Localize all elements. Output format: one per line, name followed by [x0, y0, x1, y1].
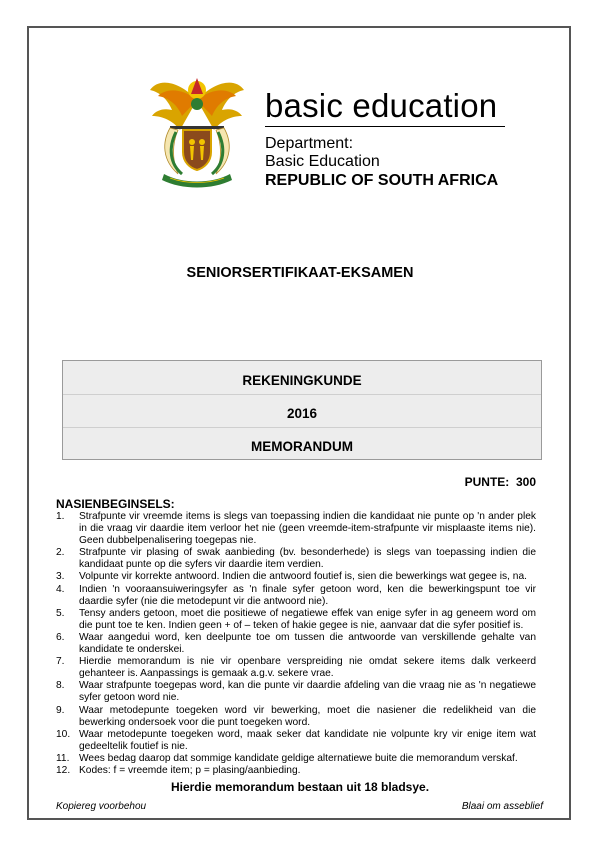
department-name: Basic Education	[265, 153, 380, 170]
list-item-number: 12.	[56, 764, 71, 776]
document-type: MEMORANDUM	[251, 439, 353, 454]
list-item-text: Wees bedag daarop dat sommige kandidate geldige alternatiewe buite die memorandum verskaf.	[79, 752, 518, 764]
turn-over-note: Blaai om asseblief	[461, 801, 543, 812]
subject-name: REKENINGKUNDE	[242, 373, 362, 388]
exam-year: 2016	[286, 406, 318, 421]
list-item	[56, 753, 536, 765]
list-item	[56, 729, 536, 753]
coat-of-arms-icon	[148, 70, 246, 188]
list-item	[56, 547, 536, 571]
list-item-number: 3.	[56, 571, 65, 583]
list-item-text: Waar strafpunte toegepas word, kan die punte vir daardie afdeling van die vraag nie as 'n negatiewe syfer getoon word nie.	[79, 680, 536, 704]
list-item-text: Waar metodepunte toegeken word, maak seker dat kandidate nie volpunte kry vir enige item wat gedeeltelik foutief is nie.	[79, 728, 536, 752]
list-item-number: 8.	[56, 680, 65, 692]
list-item-text: Strafpunte vir plasing of swak aanbieding (bv. besonderhede) is slegs van toepassing indien die kandidaat punte op die syfers vir daardie item verdien.	[79, 547, 536, 571]
list-item-number: 1.	[56, 511, 65, 522]
marks-label: PUNTE:	[464, 475, 510, 489]
list-item-number: 6.	[56, 631, 65, 643]
list-item-text: Kodes: f = vreemde item; p = plasing/aanbieding.	[79, 764, 301, 776]
list-item	[56, 571, 536, 583]
list-item-number: 10.	[56, 728, 71, 740]
country-name: REPUBLIC OF SOUTH AFRICA	[265, 172, 499, 189]
copyright-notice: Kopiereg voorbehou	[56, 801, 147, 812]
list-item-text: Volpunte vir korrekte antwoord. Indien die antwoord foutief is, sien die bewerkings wat gegee is, na.	[79, 571, 527, 583]
principles-title: NASIENBEGINSELS:	[56, 497, 175, 511]
list-item-number: 11.	[56, 752, 70, 764]
list-item-text: Hierdie memorandum is nie vir openbare verspreiding nie omdat sekere items dalk verkeerd gehanteer is. Aanpassings is gemaak a.g.v. sekere vrae.	[79, 656, 536, 680]
brand-name: basic education	[265, 87, 498, 124]
brand-divider	[265, 126, 505, 127]
brand-block	[265, 88, 515, 191]
principles-list	[56, 511, 536, 777]
list-item	[56, 632, 536, 656]
list-item-text: Waar aangedui word, ken deelpunte toe om tussen die antwoorde van verskillende gehalte van kandidate te onderskei.	[79, 631, 536, 656]
marks-value: 300	[515, 475, 536, 489]
subject-box	[62, 360, 542, 460]
list-item-number: 9.	[56, 704, 65, 716]
list-item	[56, 705, 536, 729]
list-item	[56, 608, 536, 632]
department-label: Department:	[265, 135, 354, 152]
subject-box-divider	[63, 427, 541, 428]
list-item	[56, 656, 536, 680]
list-item-text: Strafpunte vir vreemde items is slegs van toepassing indien die kandidaat nie punte op 'n ander plek in die vraag vir daardie item verloor het nie (geen vreemde-item-strafpunte vir misplaaste items nie). Geen dubbelpenalisering toegepas nie.	[79, 511, 536, 547]
list-item-text: Waar metodepunte toegeken word vir bewerking, moet die nasiener die redelikheid van die bewerking ondersoek voor die punt toegeken word.	[79, 704, 536, 728]
list-item-text: Indien 'n vooraansuiweringsyfer as 'n finale syfer getoon word, ken die bewerkingspunt toe vir daardie syfer (nie die metodepunt vir die antwoord nie).	[79, 583, 536, 607]
list-item-number: 4.	[56, 583, 65, 595]
list-item-text: Tensy anders getoon, moet die positiewe of negatiewe effek van enige syfer in ag geneem word om die punt toe te ken. Indien geen + of – teken of hakie gegee is nie, aanvaar dat die syfer positief is.	[79, 607, 536, 631]
list-item	[56, 680, 536, 704]
page-count-note: Hierdie memorandum bestaan uit 18 bladsye.	[170, 780, 430, 794]
list-item	[56, 765, 536, 777]
subject-box-divider	[63, 394, 541, 395]
list-item	[56, 511, 536, 547]
list-item-number: 5.	[56, 607, 65, 619]
list-item	[56, 584, 536, 608]
total-marks	[465, 475, 536, 489]
list-item-number: 7.	[56, 656, 65, 668]
list-item-number: 2.	[56, 547, 65, 559]
exam-title: SENIORSERTIFIKAAT-EKSAMEN	[186, 265, 414, 281]
